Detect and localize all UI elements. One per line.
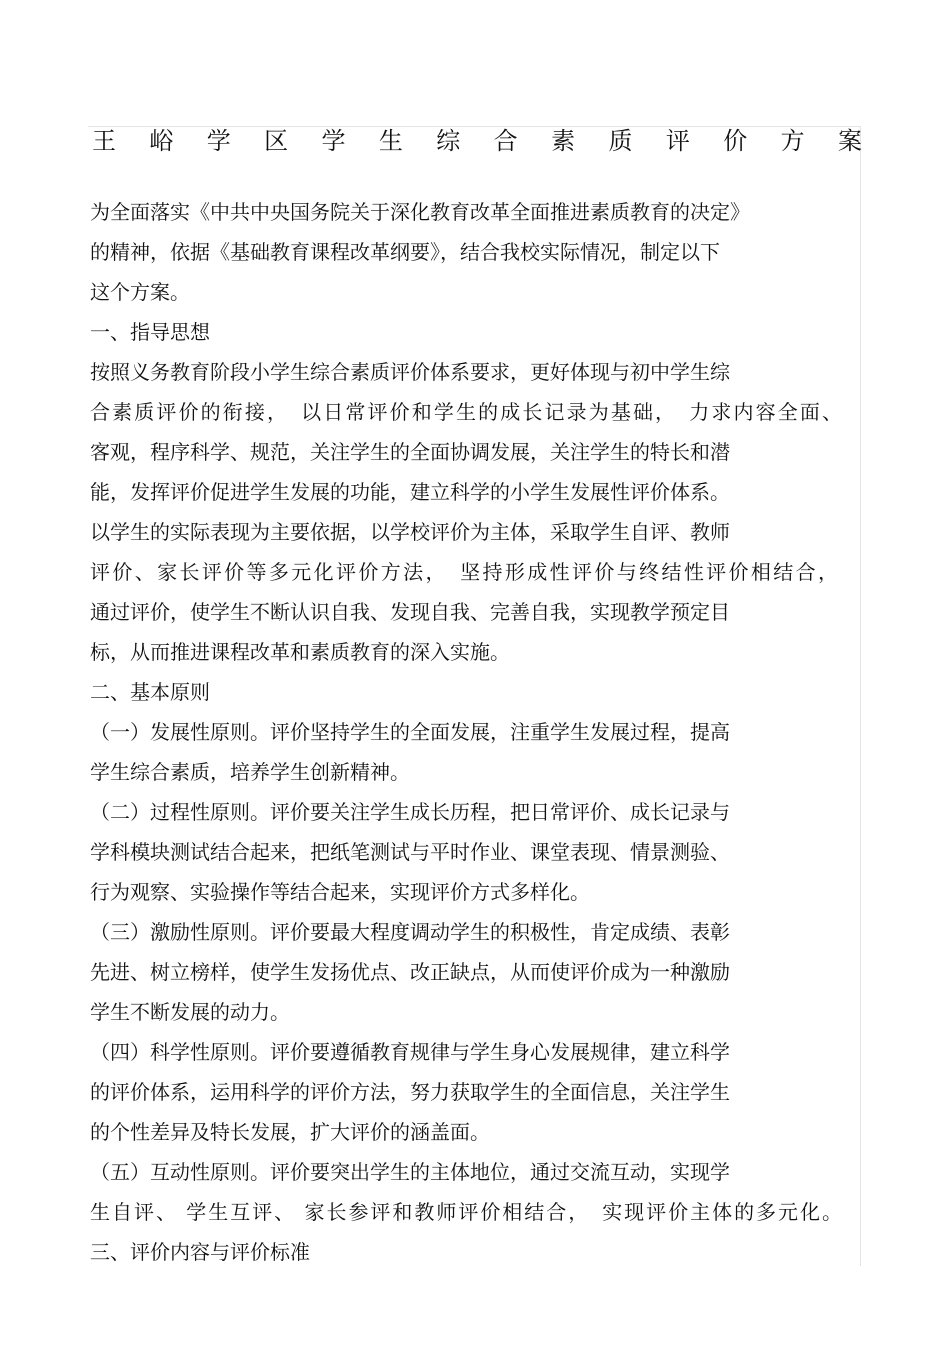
- paragraph-line: 评价、家长评价等多元化评价方法， 坚持形成性评价与终结性评价相结合，: [90, 560, 838, 584]
- principle-line: 行为观察、实验操作等结合起来，实现评价方式多样化。: [90, 880, 590, 904]
- principle-line: 学生综合素质，培养学生创新精神。: [90, 760, 410, 784]
- document-title: 王 峪 学 区 学 生 综 合 素 质 评 价 方 案: [92, 127, 862, 155]
- paragraph-line: 按照义务教育阶段小学生综合素质评价体系要求，更好体现与初中学生综: [90, 360, 730, 384]
- section-heading-evaluation-content: 三、评价内容与评价标准: [90, 1240, 310, 1264]
- paragraph-line: 以学生的实际表现为主要依据，以学校评价为主体，采取学生自评、教师: [90, 520, 730, 544]
- principle-line: （五）互动性原则。评价要突出学生的主体地位，通过交流互动，实现学: [90, 1160, 730, 1184]
- principle-line: 学科模块测试结合起来，把纸笔测试与平时作业、课堂表现、情景测验、: [90, 840, 730, 864]
- principle-line: 生自评、 学生互评、 家长参评和教师评价相结合， 实现评价主体的多元化。: [90, 1200, 842, 1224]
- intro-line-3: 这个方案。: [90, 280, 190, 304]
- intro-line-2: 的精神，依据《基础教育课程改革纲要》，结合我校实际情况，制定以下: [90, 240, 720, 264]
- principle-line: （三）激励性原则。评价要最大程度调动学生的积极性，肯定成绩、表彰: [90, 920, 730, 944]
- paragraph-line: 客观，程序科学、规范，关注学生的全面协调发展，关注学生的特长和潜: [90, 440, 730, 464]
- principle-line: 先进、树立榜样，使学生发扬优点、改正缺点，从而使评价成为一种激励: [90, 960, 730, 984]
- paragraph-line: 通过评价，使学生不断认识自我、发现自我、完善自我，实现教学预定目: [90, 600, 730, 624]
- paragraph-line: 合素质评价的衔接， 以日常评价和学生的成长记录为基础， 力求内容全面、: [90, 400, 842, 424]
- principle-line: （一）发展性原则。评价坚持学生的全面发展，注重学生发展过程，提高: [90, 720, 730, 744]
- principle-line: 学生不断发展的动力。: [90, 1000, 290, 1024]
- section-heading-basic-principles: 二、基本原则: [90, 680, 210, 704]
- intro-line-1: 为全面落实《中共中央国务院关于深化教育改革全面推进素质教育的决定》: [90, 200, 750, 224]
- principle-line: （二）过程性原则。评价要关注学生成长历程，把日常评价、成长记录与: [90, 800, 730, 824]
- principle-line: （四）科学性原则。评价要遵循教育规律与学生身心发展规律，建立科学: [90, 1040, 730, 1064]
- section-heading-guiding-ideology: 一、指导思想: [90, 320, 210, 344]
- principle-line: 的个性差异及特长发展，扩大评价的涵盖面。: [90, 1120, 490, 1144]
- paragraph-line: 能，发挥评价促进学生发展的功能，建立科学的小学生发展性评价体系。: [90, 480, 730, 504]
- principle-line: 的评价体系，运用科学的评价方法，努力获取学生的全面信息，关注学生: [90, 1080, 730, 1104]
- paragraph-line: 标，从而推进课程改革和素质教育的深入实施。: [90, 640, 510, 664]
- frame-border-right: [860, 126, 861, 1266]
